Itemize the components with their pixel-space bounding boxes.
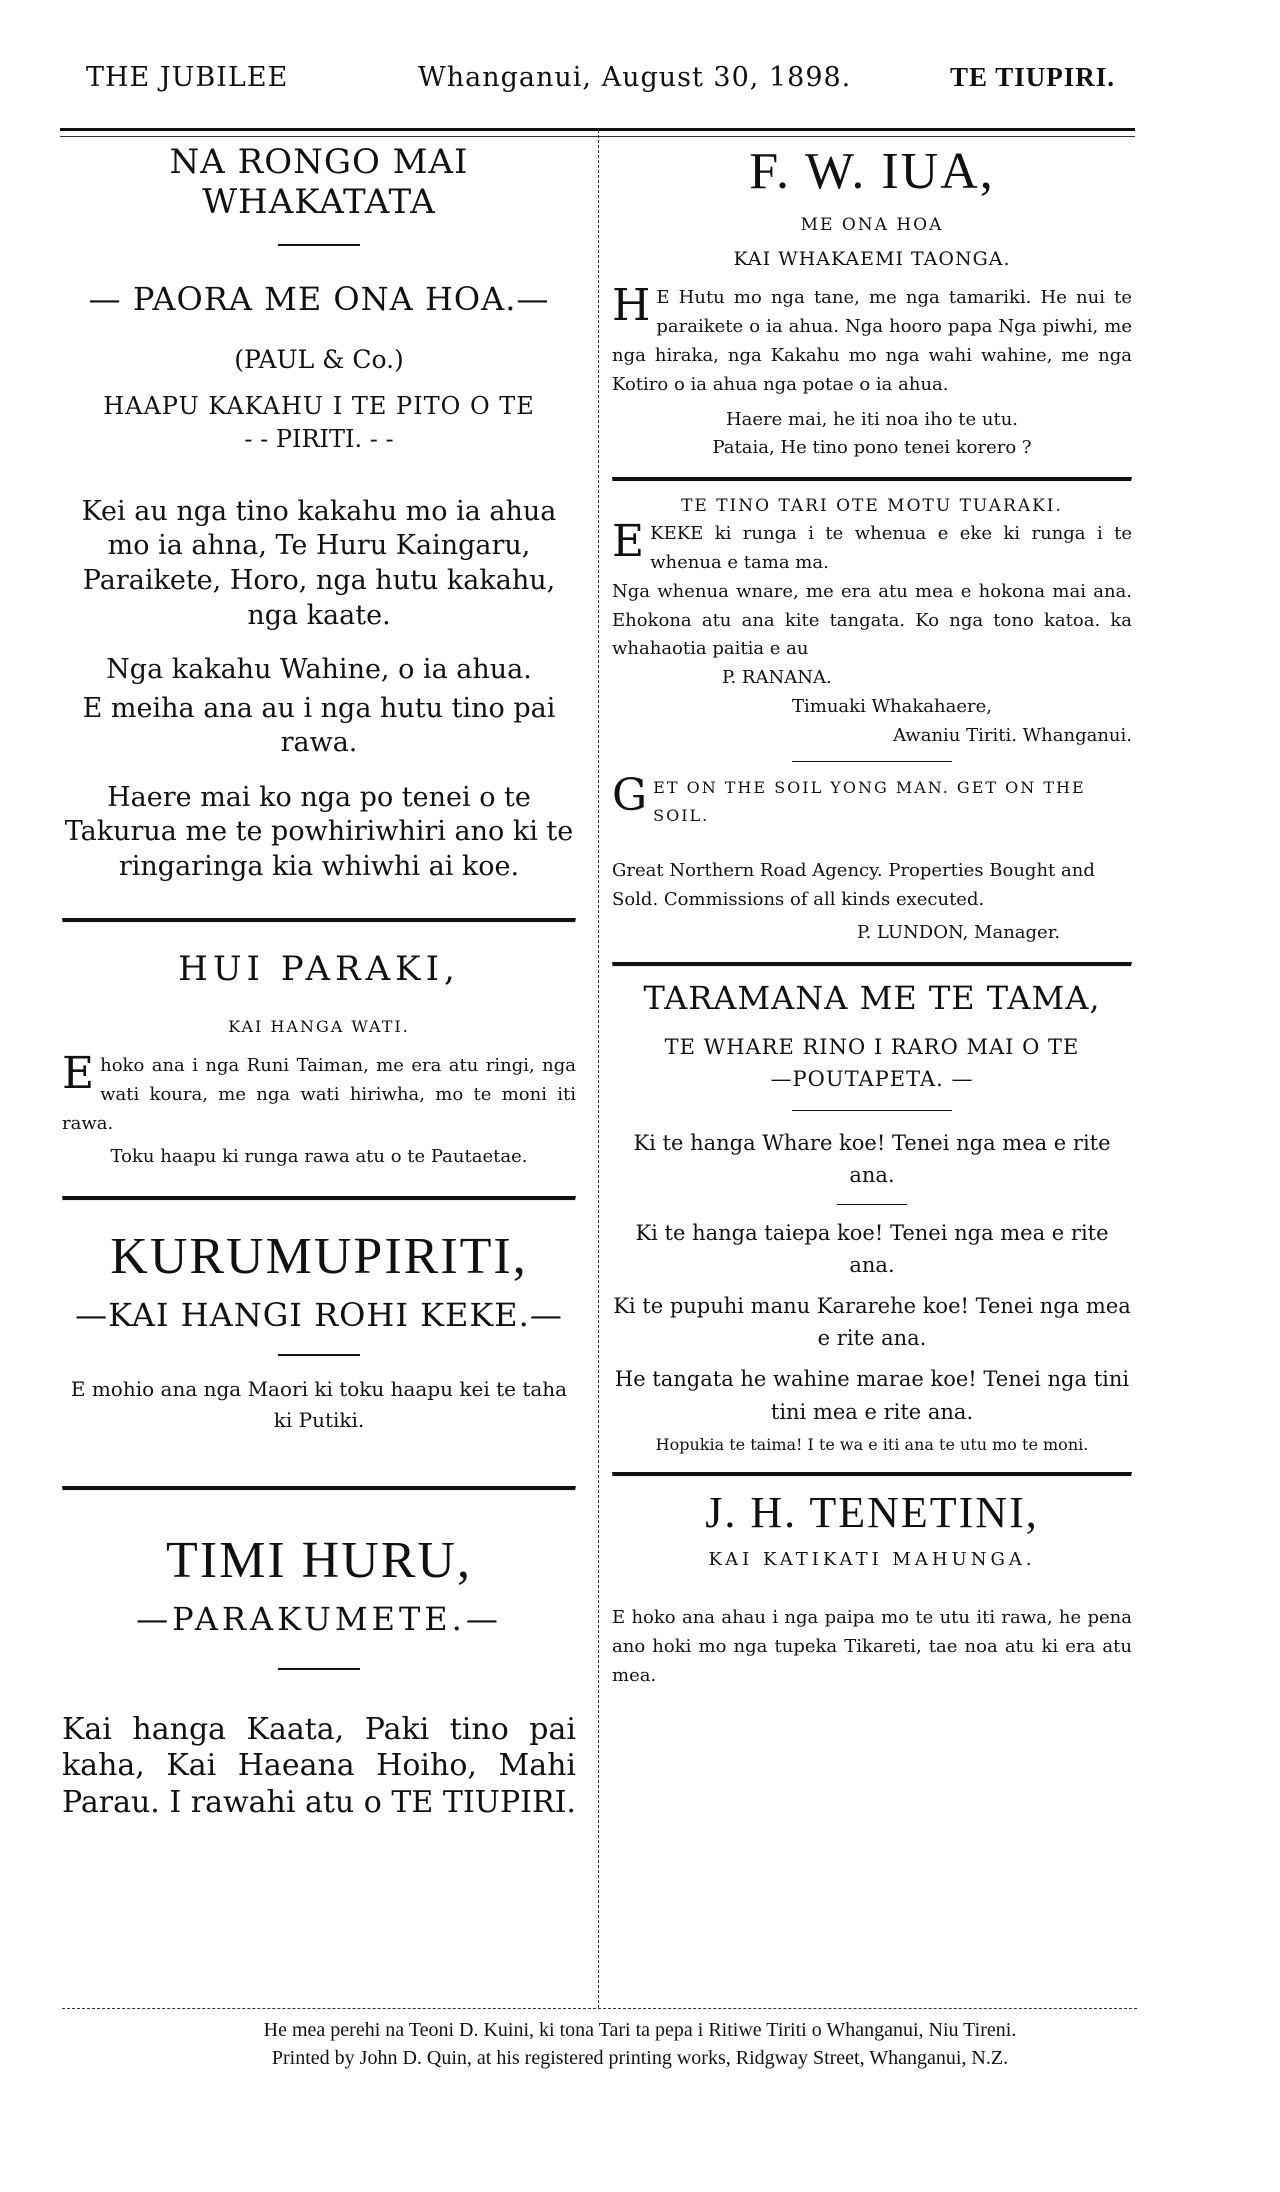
ad-kurumupiriti-body: E mohio ana nga Maori ki toku haapu kei te taha ki Putiki. [70, 1376, 568, 1432]
ad-tenetini-sub: KAI KATIKATI MAHUNGA. [708, 1548, 1036, 1570]
ad-iua-line2: Haere mai, he iti noa iho te utu. [725, 408, 1019, 430]
ad-soil-manager: P. LUNDON, Manager. [857, 921, 1061, 943]
short-rule [278, 1354, 360, 1356]
ad-paora-sub2: - - PIRITI. - - [244, 424, 394, 453]
section-rule [62, 1486, 576, 1491]
ad-paora-sub1: HAAPU KAKAHU I TE PITO O TE [103, 391, 535, 420]
ad-timi-body: Kai hanga Kaata, Paki tino pai kaha, Kai Haeana Hoiho, Mahi Parau. I rawahi atu o TE TIUPIRI. [62, 1711, 576, 1820]
ad-taramana-heading: TARAMANA ME TE TAMA, [643, 978, 1101, 1017]
masthead [0, 62, 1280, 102]
ad-tenetini-body: E hoko ana ahau i nga paipa mo te utu iti rawa, he pena ano hoki mo nga tupeka Tikareti, tae noa atu ki era atu mea. [612, 1607, 1132, 1687]
ad-soil-heading: ET ON THE SOIL YONG MAN. GET ON THE SOIL. [653, 777, 1086, 826]
footer-maori: He mea perehi na Teoni D. Kuini, ki tona Tari ta pepa i Ritiwe Tiriti o Whanganui, Niu Tireni. [263, 2019, 1017, 2041]
ad-hui-sub: KAI HANGA WATI. [228, 1017, 410, 1037]
ad-paora [62, 142, 576, 884]
ad-taramana-p2: Ki te hanga taiepa koe! Tenei nga mea e rite ana. [635, 1220, 1109, 1278]
short-rule [278, 1668, 360, 1670]
section-rule [612, 962, 1132, 967]
dropcap: E [612, 516, 645, 568]
masthead-maori-title: TE TIUPIRI. [950, 62, 1116, 92]
footer-rule [62, 2008, 1137, 2009]
ad-paora-name: — PAORA ME ONA HOA.— [88, 280, 550, 318]
short-rule [792, 761, 952, 762]
section-rule [62, 1196, 576, 1201]
right-column [612, 138, 1132, 1691]
dropcap: E [62, 1048, 95, 1100]
ad-taramana-p1: Ki te hanga Whare koe! Tenei nga mea e rite ana. [633, 1130, 1111, 1188]
ad-tari-body2: Nga whenua wnare, me era atu mea e hokona mai ana. Ehokona atu ana kite tangata. Ko nga tono katoa. ka whahaotia paitia e au [612, 580, 1132, 660]
ad-taramana-p4: He tangata he wahine marae koe! Tenei nga tini tini mea e rite ana. [614, 1366, 1130, 1424]
ad-tari-addr1: Timuaki Whakahaere, [792, 696, 992, 717]
ad-paora-heading: NA RONGO MAI WHAKATATA [169, 142, 469, 222]
ad-soil-body: Great Northern Road Agency. Properties Bought and Sold. Commissions of all kinds executed. [612, 860, 1095, 910]
ad-kurumupiriti-heading: KURUMUPIRITI, [110, 1227, 528, 1285]
ad-iua-body [612, 280, 1132, 399]
short-rule [792, 1110, 952, 1111]
ad-paora-para1: Kei au nga tino kakahu mo ia ahua mo ia ahna, Te Huru Kaingaru, Paraikete, Horo, nga hutu kakahu, nga kaate. [81, 495, 557, 631]
ad-taramana-sub: TE WHARE RINO I RARO MAI O TE [664, 1034, 1080, 1059]
ad-timi-huru [62, 1531, 576, 1822]
dropcap: H [612, 280, 651, 332]
ad-tari-body [612, 516, 1132, 578]
ad-timi-heading: TIMI HURU, [166, 1531, 472, 1589]
short-rule [837, 1204, 907, 1205]
ad-hui-body [62, 1048, 576, 1138]
ad-iua-line3: Pataia, He tino pono tenei korero ? [712, 437, 1032, 459]
masthead-date: Whanganui, August 30, 1898. [418, 62, 852, 93]
ad-taramana-p5: Hopukia te taima! I te wa e iti ana te utu mo te moni. [655, 1435, 1089, 1455]
short-rule [278, 244, 360, 246]
ad-tari-addr2: Awaniu Tiriti. Whanganui. [893, 724, 1132, 746]
ad-iua-sub: ME ONA HOA [800, 215, 944, 235]
ad-iua-text: E Hutu mo nga tane, me nga tamariki. He nui te paraikete o ia ahua. Nga hooro papa Nga piwhi, me nga hiraka, nga Kakahu mo nga wahi wahine, me nga Kotiro o ia ahua nga potae o ia ahua. [612, 287, 1132, 395]
section-rule [612, 477, 1132, 482]
masthead-title: THE JUBILEE [86, 62, 289, 93]
footer-english: Printed by John D. Quin, at his registered printing works, Ridgway Street, Whanganui, N.Z. [271, 2047, 1009, 2069]
ad-timi-sub: —PARAKUMETE.— [136, 1599, 502, 1638]
ad-taramana-sub2: —POUTAPETA. — [770, 1067, 974, 1092]
ad-hui-paraki [62, 949, 576, 1171]
ad-hui-line2: Toku haapu ki runga rawa atu o te Pautaetae. [110, 1145, 528, 1167]
ad-paora-para3: E meiha ana au i nga hutu tino pai rawa. [82, 692, 556, 759]
ad-tenetini-heading: J. H. TENETINI, [705, 1487, 1039, 1537]
ad-kurumupiriti-sub: —KAI HANGI ROHI KEKE.— [75, 1295, 563, 1334]
ad-taramana [612, 979, 1132, 1458]
ad-paora-english: (PAUL & Co.) [234, 345, 404, 374]
ad-tari-text: KEKE ki runga i te whenua e eke ki runga i te whenua e tama ma. [650, 523, 1132, 574]
ad-kurumupiriti [62, 1227, 576, 1436]
footer [0, 2016, 1280, 2072]
left-column [62, 138, 576, 1821]
ad-paora-para4: Haere mai ko nga po tenei o te Takurua me te powhiriwhiri ano ki te ringaringa kia whiwhi ai koe. [64, 781, 574, 882]
dropcap: G [612, 769, 648, 821]
ad-hui-text: hoko ana i nga Runi Taiman, me era atu ringi, nga wati koura, me nga wati hiriwha, mo te moni iti rawa. [62, 1055, 576, 1134]
section-rule [62, 918, 576, 923]
ad-taramana-p3: Ki te pupuhi manu Kararehe koe! Tenei nga mea e rite ana. [613, 1293, 1131, 1351]
section-rule [612, 1472, 1132, 1477]
ad-soil-heading-wrap [612, 769, 1132, 832]
ad-soil [612, 769, 1132, 948]
ad-iua-sub2: KAI WHAKAEMI TAONGA. [733, 248, 1011, 270]
ad-tari-heading: TE TINO TARI OTE MOTU TUARAKI. [681, 496, 1063, 517]
ad-iua [612, 142, 1132, 463]
ad-paora-para2: Nga kakahu Wahine, o ia ahua. [106, 654, 532, 686]
ad-tari-name: P. RANANA. [722, 667, 832, 689]
ad-tenetini [612, 1487, 1132, 1691]
column-divider [598, 130, 599, 2008]
ad-tari [612, 496, 1132, 750]
ad-iua-heading: F. W. IUA, [749, 143, 995, 200]
ad-hui-heading: HUI PARAKI, [178, 949, 460, 990]
